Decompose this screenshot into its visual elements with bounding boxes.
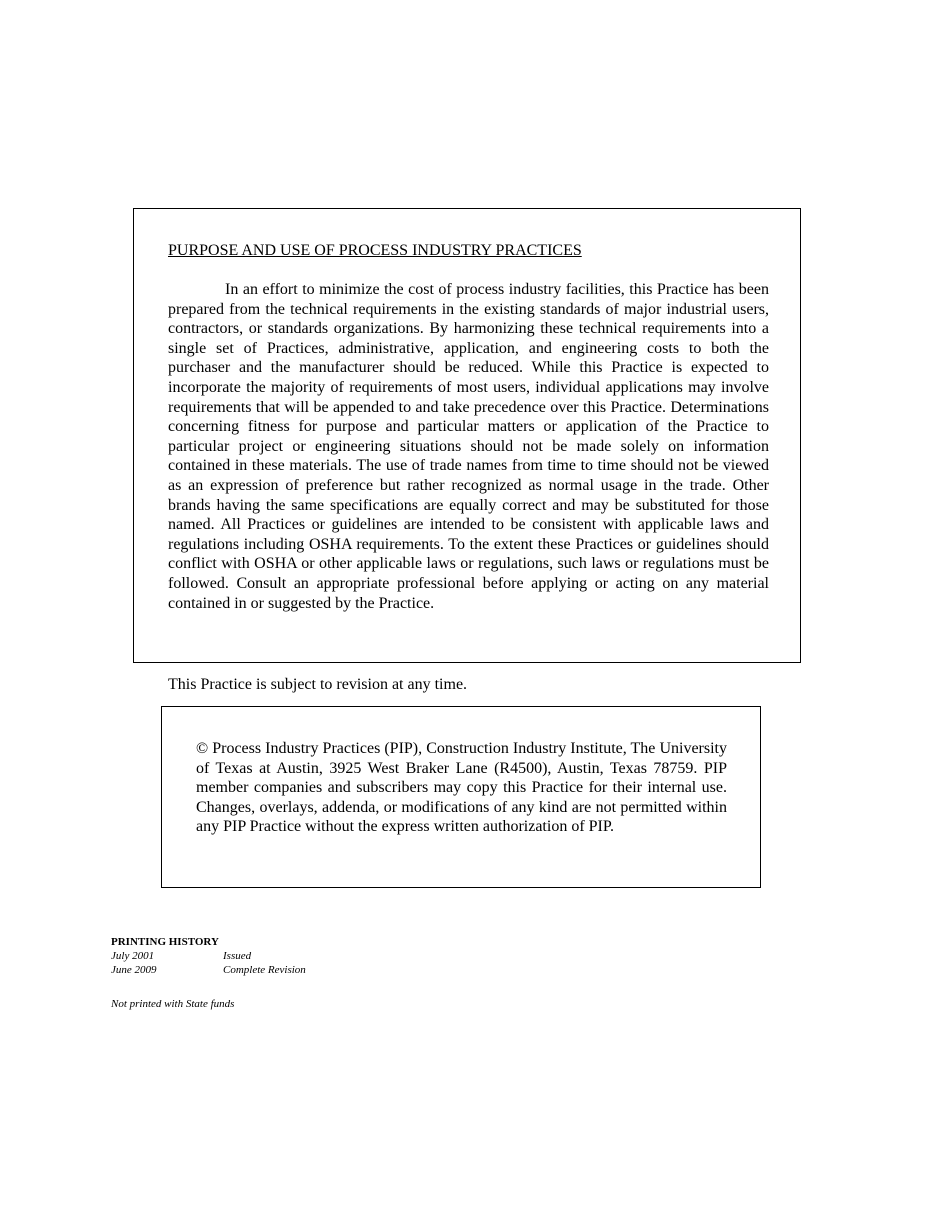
copyright-box	[161, 706, 761, 888]
printing-history-event: Issued	[223, 950, 252, 962]
state-funds-note: Not printed with State funds	[111, 998, 235, 1010]
printing-history-row	[111, 949, 306, 963]
printing-history-date: July 2001	[111, 950, 155, 962]
printing-history-date: June 2009	[111, 964, 157, 976]
printing-history-event: Complete Revision	[223, 964, 306, 976]
purpose-body: In an effort to minimize the cost of process industry facilities, this Practice has been prepared from the technical requirements in the existing standards of major industrial users, contractors, or standards organizations. By harmonizing these technical requirements into a single set of Practices, administrative, application, and engineering costs to both the purchaser and the manufacturer should be reduced. While this Practice is expected to incorporate the majority of requirements of most users, individual applications may involve requirements that will be appended to and take precedence over this Practice. Determinations concerning fitness for purpose and particular matters or application of the Practice to particular project or engineering situations should not be made solely on information contained in these materials. The use of trade names from time to time should not be viewed as an expression of preference but rather recognized as normal usage in the trade. Other brands having the same specifications are equally correct and may be substituted for those named. All Practices or guidelines are intended to be consistent with applicable laws and regulations including OSHA requirements. To the extent these Practices or guidelines should conflict with OSHA or other applicable laws or regulations, such laws or regulations must be followed. Consult an appropriate professional before applying or acting on any material contained in or suggested by the Practice.	[168, 281, 769, 612]
printing-history	[111, 935, 306, 977]
printing-history-row	[111, 963, 306, 977]
purpose-box	[133, 208, 801, 663]
copyright-body: © Process Industry Practices (PIP), Construction Industry Institute, The University of Texas at Austin, 3925 West Braker Lane (R4500), Austin, Texas 78759. PIP member companies and subscribers may copy this Practice for their internal use. Changes, overlays, addenda, or modifications of any kind are not permitted within any PIP Practice without the express written authorization of PIP.	[196, 740, 727, 836]
printing-history-heading: PRINTING HISTORY	[111, 936, 219, 948]
revision-note: This Practice is subject to revision at any time.	[168, 676, 468, 693]
purpose-title: PURPOSE AND USE OF PROCESS INDUSTRY PRACTICES	[168, 242, 582, 259]
